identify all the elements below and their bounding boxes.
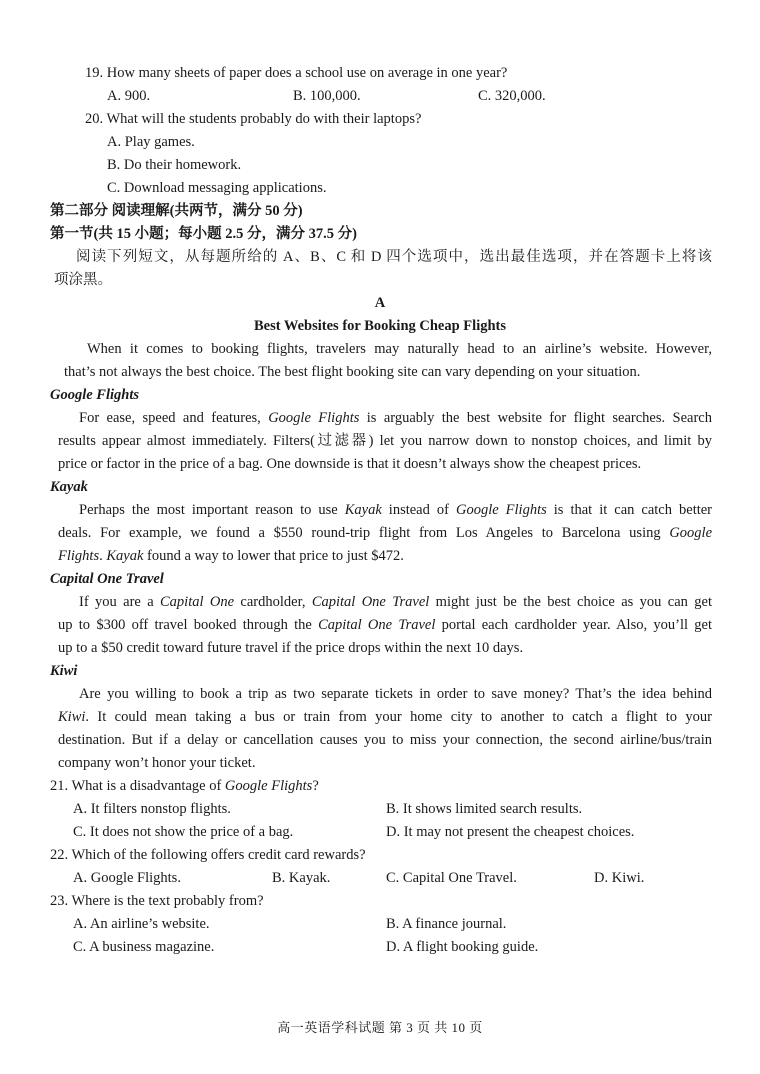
kayak-line-3: Flights. Kayak found a way to lower that price to just $472. (58, 548, 404, 564)
capital-line-1: If you are a Capital One cardholder, Capital One Travel might just be the best choice as you can get (79, 594, 712, 610)
kayak-line-1: Perhaps the most important reason to use Kayak instead of Google Flights is that it can catch better (79, 502, 713, 518)
instruction-line-1: 阅读下列短文，从每题所给的 A、B、C 和 D 四个选项中，选出最佳选项，并在答题卡上将该 (76, 249, 712, 265)
q22-option-c: C. Capital One Travel. (386, 870, 517, 886)
part2-heading: 第二部分 阅读理解(共两节，满分 50 分) (50, 203, 303, 219)
google-line-1: For ease, speed and features, Google Flights is arguably the best website for flight searches. Search (79, 410, 712, 426)
intro-line-2: that’s not always the best choice. The best flight booking site can vary depending on your situation. (64, 364, 641, 380)
capital-line-2: up to $300 off travel booked through the Capital One Travel portal each cardholder year. Also, you’ll get (58, 617, 712, 633)
q23-option-b: B. A finance journal. (386, 916, 507, 932)
q19-stem: 19. How many sheets of paper does a school use on average in one year? (85, 65, 508, 81)
passage-letter: A (374, 295, 386, 311)
page-footer: 高一英语学科试题 第 3 页 共 10 页 (277, 1020, 483, 1035)
q23-option-a: A. An airline’s website. (73, 916, 210, 932)
q23-stem: 23. Where is the text probably from? (50, 893, 264, 909)
kiwi-line-4: company won’t honor your ticket. (58, 755, 256, 771)
q20-stem: 20. What will the students probably do with their laptops? (85, 111, 422, 127)
google-line-2: results appear almost immediately. Filters(过滤器) let you narrow down to nonstop choices, and limit by (58, 433, 712, 449)
q21-option-d: D. It may not present the cheapest choices. (386, 824, 635, 840)
kiwi-heading: Kiwi (50, 663, 78, 679)
q20-option-b: B. Do their homework. (107, 157, 242, 173)
q20-option-c: C. Download messaging applications. (107, 180, 327, 196)
passage-title: Best Websites for Booking Cheap Flights (253, 318, 507, 334)
q19-option-a: A. 900. (107, 88, 151, 104)
q20-option-a: A. Play games. (107, 134, 195, 150)
capital-line-3: up to a $50 credit toward future travel if the price drops within the next 10 days. (58, 640, 524, 656)
q22-option-a: A. Google Flights. (73, 870, 181, 886)
google-flights-heading: Google Flights (50, 387, 140, 403)
q21-option-b: B. It shows limited search results. (386, 801, 583, 817)
kayak-heading: Kayak (50, 479, 88, 495)
kiwi-line-1: Are you willing to book a trip as two separate tickets in order to save money? That’s the idea behind (79, 686, 712, 702)
instruction-line-2: 项涂黑。 (54, 272, 112, 288)
google-line-3: price or factor in the price of a bag. One downside is that it doesn’t always show the cheapest prices. (58, 456, 642, 472)
kiwi-line-2: Kiwi. It could mean taking a bus or train from your home city to another to catch a flight to your (58, 709, 712, 725)
q21-option-a: A. It filters nonstop flights. (73, 801, 231, 817)
section1-heading: 第一节(共 15 小题；每小题 2.5 分，满分 37.5 分) (50, 226, 357, 242)
q23-option-c: C. A business magazine. (73, 939, 215, 955)
capital-one-heading: Capital One Travel (50, 571, 164, 587)
q21-option-c: C. It does not show the price of a bag. (73, 824, 294, 840)
kiwi-line-3: destination. But if a delay or cancellation causes you to miss your connection, the second airline/bus/train (58, 732, 712, 748)
q22-stem: 22. Which of the following offers credit card rewards? (50, 847, 366, 863)
intro-line-1: When it comes to booking flights, travelers may naturally head to an airline’s website. However, (87, 341, 712, 357)
q22-option-b: B. Kayak. (272, 870, 331, 886)
q23-option-d: D. A flight booking guide. (386, 939, 539, 955)
kayak-line-2: deals. For example, we found a $550 round-trip flight from Los Angeles to Barcelona using Google (58, 525, 712, 541)
q19-option-c: C. 320,000. (478, 88, 546, 104)
q21-stem: 21. What is a disadvantage of Google Flights? (50, 778, 319, 794)
q19-option-b: B. 100,000. (293, 88, 361, 104)
q22-option-d: D. Kiwi. (594, 870, 645, 886)
